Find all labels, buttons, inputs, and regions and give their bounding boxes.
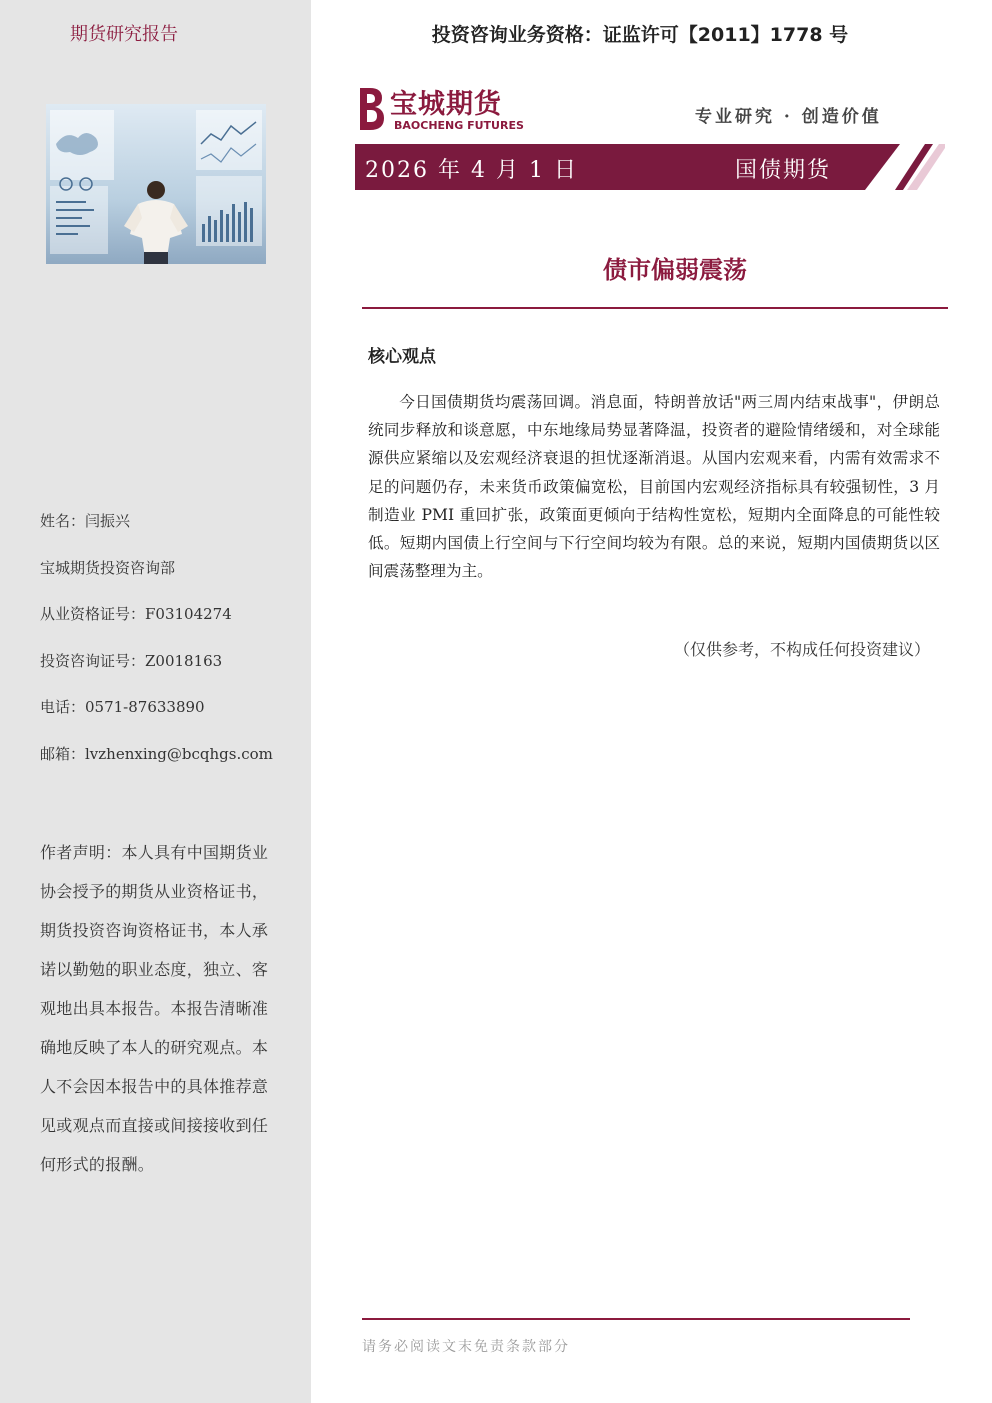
company-logo [354,84,524,134]
author-name: 姓名：闫振兴 [40,512,131,530]
report-type-label: 期货研究报告 [70,24,178,45]
hero-image-analyst [46,104,266,264]
logo-english-name: BAOCHENG FUTURES [394,119,524,132]
author-statement: 作者声明：本人具有中国期货业协会授予的期货从业资格证书，期货投资咨询资格证书，本人承诺以勤勉的职业态度，独立、客观地出具本报告。本报告清晰准确地反映了本人的研究观点。本人不会因本报告中的具体推荐意见或观点而直接或间接接收到任何形式的报酬。 [40,843,269,1174]
author-phone: 电话：0571-87633890 [40,698,205,717]
author-department: 宝城期货投资咨询部 [40,558,176,577]
title-divider [362,307,948,309]
author-email: 邮箱：lvzhenxing@bcqhgs.com [40,744,273,763]
sidebar [0,0,311,1403]
logo-chinese-name: 宝城期货 [390,89,502,120]
footer-note: 请务必阅读文末免责条款部分 [362,1339,570,1355]
author-info [40,506,290,786]
author-consult-license: 投资咨询证号：Z0018163 [40,651,223,670]
disclaimer-note: （仅供参考，不构成任何投资建议） [673,640,930,659]
report-category: 国债期货 [735,158,832,183]
article-title: 债市偏弱震荡 [603,256,747,284]
section-heading: 核心观点 [368,347,436,367]
license-header: 投资咨询业务资格：证监许可【2011】1778 号 [431,24,849,46]
article-body: 今日国债期货均震荡回调。消息面，特朗普放话"两三周内结束战事"，伊朗总统同步释放和谈意愿，中东地缘局势显著降温，投资者的避险情绪缓和，对全球能源供应紧缩以及宏观经济衰退的担忧逐渐消退。从国内宏观来看，内需有效需求不足的问题仍存，未来货币政策偏宽松，目前国内宏观经济指标具有较强韧性，3 月制造业 PMI 重回扩张，政策面更倾向于结构性宽松，短期内全面降息的可能性较低。短期内国债上行空间与下行空间均较为有限。总的来说，短期内国债期货以区间震荡整理为主。 [368,393,940,581]
footer-divider [362,1318,910,1320]
logo-mark-icon [354,84,388,132]
author-practice-license: 从业资格证号：F03104274 [40,605,232,624]
report-date: 2026 年 4 月 1 日 [365,158,578,183]
slogan: 专业研究 · 创造价值 [695,107,882,127]
